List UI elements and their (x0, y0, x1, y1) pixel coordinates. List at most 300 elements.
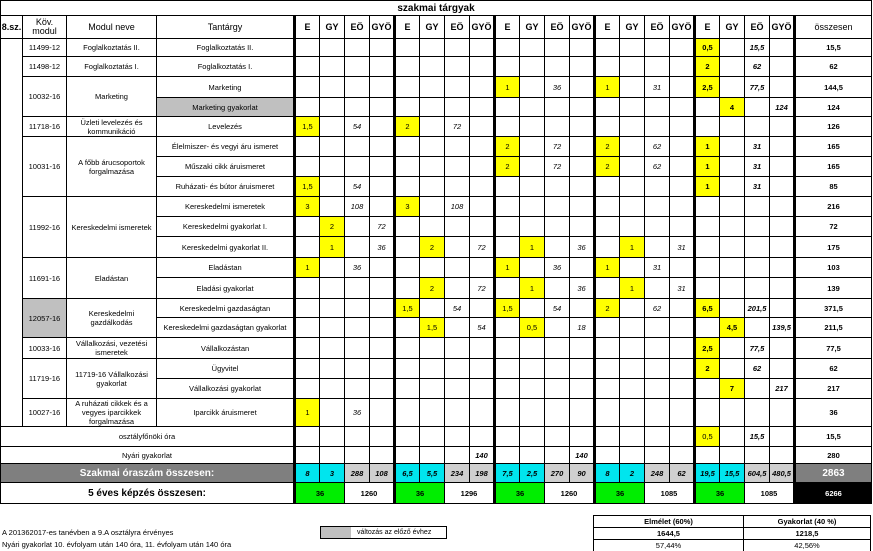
sum-gy: 3 (320, 464, 345, 483)
sum-gyo: 90 (570, 464, 595, 483)
hours-e (695, 197, 720, 217)
theory-header: Elmélet (60%) (594, 516, 744, 528)
five-year-hours: 36 (395, 483, 445, 504)
hours-gyo (770, 39, 795, 57)
hours-e (295, 237, 320, 258)
hours-gyo (770, 278, 795, 299)
hours-e (695, 217, 720, 237)
hours-gyo (770, 237, 795, 258)
hours-gy: 0,5 (520, 318, 545, 338)
hours-eo (645, 39, 670, 57)
homeroom-cell (370, 427, 395, 447)
module-code: 11718-16 (23, 117, 67, 137)
header-subject: Tantárgy (157, 16, 295, 39)
hours-eo (545, 338, 570, 359)
sum-gyo: 198 (470, 464, 495, 483)
hours-eo (445, 77, 470, 98)
summer-practice-cell (320, 447, 345, 464)
module-name: A ruházati cikkek és a vegyes iparcikkek forgalmazása (67, 399, 157, 427)
sum-e: 6,5 (395, 464, 420, 483)
hours-eo (645, 57, 670, 77)
hours-gy (520, 197, 545, 217)
hours-gyo (570, 177, 595, 197)
hours-gyo (470, 117, 495, 137)
hours-e (395, 39, 420, 57)
hours-gy (620, 258, 645, 278)
hours-eo (345, 57, 370, 77)
hours-eo (445, 98, 470, 117)
table-row (1, 137, 872, 157)
hours-e (295, 137, 320, 157)
hours-gyo: 217 (770, 379, 795, 399)
module-name: Kereskedelmi ismeretek (67, 197, 157, 258)
subject-name: Levelezés (157, 117, 295, 137)
summer-practice-label: Nyári gyakorlat (1, 447, 295, 464)
hours-gy (320, 57, 345, 77)
legend-swatch (321, 527, 351, 538)
hours-eo (745, 258, 770, 278)
hours-gy (320, 399, 345, 427)
hours-eo (545, 57, 570, 77)
hours-eo (345, 77, 370, 98)
hours-e (395, 338, 420, 359)
module-code: 10032-16 (23, 77, 67, 117)
row-total: 124 (795, 98, 872, 117)
hours-eo (545, 197, 570, 217)
row-total: 126 (795, 117, 872, 137)
hours-e (495, 399, 520, 427)
hours-gyo (370, 137, 395, 157)
summer-practice-cell (720, 447, 745, 464)
hours-gyo (370, 258, 395, 278)
hours-gyo: 72 (370, 217, 395, 237)
hours-eo (545, 117, 570, 137)
subject-name: Foglalkoztatás I. (157, 57, 295, 77)
hours-eo: 54 (445, 299, 470, 318)
hours-eo: 72 (545, 157, 570, 177)
row-total: 165 (795, 157, 872, 177)
hours-gy (720, 278, 745, 299)
table-row (1, 258, 872, 278)
hours-gyo (370, 318, 395, 338)
hours-gyo (370, 157, 395, 177)
hours-gyo: 36 (370, 237, 395, 258)
hours-gyo (770, 137, 795, 157)
header-gy: GY (520, 16, 545, 39)
summer-practice-cell (345, 447, 370, 464)
hours-e: 1,5 (395, 299, 420, 318)
hours-gyo (470, 338, 495, 359)
module-code: 11691-16 (23, 258, 67, 299)
hours-gy (420, 177, 445, 197)
hours-gy (620, 338, 645, 359)
hours-gy (720, 157, 745, 177)
hours-e (595, 217, 620, 237)
hours-e (495, 177, 520, 197)
five-year-sum: 1296 (445, 483, 495, 504)
hours-gyo (770, 399, 795, 427)
five-year-grand-total: 6266 (795, 483, 872, 504)
subject-name: Eladási gyakorlat (157, 278, 295, 299)
hours-gy (420, 299, 445, 318)
hours-gy (520, 137, 545, 157)
hours-eo: 31 (745, 177, 770, 197)
hours-e (395, 379, 420, 399)
hours-gy (320, 137, 345, 157)
hours-eo (745, 379, 770, 399)
hours-e (395, 217, 420, 237)
header-gyo: GYÖ (670, 16, 695, 39)
theory-percent: 57,44% (594, 540, 744, 551)
hours-gy (620, 137, 645, 157)
hours-gyo (470, 39, 495, 57)
hours-gyo (670, 359, 695, 379)
hours-gy (720, 237, 745, 258)
hours-gyo (570, 57, 595, 77)
hours-eo (345, 318, 370, 338)
hours-eo (545, 177, 570, 197)
hours-gyo (570, 117, 595, 137)
hours-gy (620, 177, 645, 197)
hours-eo (745, 98, 770, 117)
hours-eo: 62 (645, 157, 670, 177)
hours-e (695, 117, 720, 137)
subject-name: Kereskedelmi ismeretek (157, 197, 295, 217)
hours-gyo (670, 197, 695, 217)
hours-e (495, 98, 520, 117)
sum-eo: 604,5 (745, 464, 770, 483)
hours-gyo (670, 258, 695, 278)
table-row (1, 39, 872, 57)
homeroom-cell (620, 427, 645, 447)
hours-e (295, 338, 320, 359)
five-year-sum: 1260 (545, 483, 595, 504)
sum-e: 7,5 (495, 464, 520, 483)
hours-gyo (370, 57, 395, 77)
hours-eo: 72 (445, 117, 470, 137)
hours-eo (445, 258, 470, 278)
sum-e: 8 (295, 464, 320, 483)
hours-gy (320, 177, 345, 197)
hours-gyo (470, 217, 495, 237)
hours-e: 2 (495, 137, 520, 157)
five-year-sum: 1260 (345, 483, 395, 504)
hours-gy (420, 399, 445, 427)
hours-gyo (370, 197, 395, 217)
row-total: 175 (795, 237, 872, 258)
module-name: Foglalkoztatás I. (67, 57, 157, 77)
sum-eo: 248 (645, 464, 670, 483)
hours-eo (745, 237, 770, 258)
note-summer-practice: Nyári gyakorlat 10. évfolyam után 140 óra, 11. évfolyam után 140 óra (2, 540, 232, 549)
module-code: 11992-16 (23, 197, 67, 258)
sum-gy: 2 (620, 464, 645, 483)
hours-gyo: 124 (770, 98, 795, 117)
hours-eo (545, 98, 570, 117)
hours-e (695, 98, 720, 117)
hours-e (595, 338, 620, 359)
table-row (1, 197, 872, 217)
hours-e (695, 237, 720, 258)
hours-e (695, 278, 720, 299)
practice-percent: 42,56% (744, 540, 871, 551)
sum-gy: 5,5 (420, 464, 445, 483)
hours-gy (320, 258, 345, 278)
hours-gyo: 31 (670, 237, 695, 258)
hours-gyo (370, 98, 395, 117)
hours-gy (420, 359, 445, 379)
summer-practice-cell (395, 447, 420, 464)
hours-eo (345, 379, 370, 399)
module-name: Eladástan (67, 258, 157, 299)
row-total: 62 (795, 57, 872, 77)
hours-gy (320, 197, 345, 217)
hours-e (595, 98, 620, 117)
row-total: 165 (795, 137, 872, 157)
hours-gy (620, 157, 645, 177)
hours-gyo (670, 137, 695, 157)
hours-eo: 72 (545, 137, 570, 157)
homeroom-cell (295, 427, 320, 447)
module-name: Kereskedelmi gazdálkodás (67, 299, 157, 338)
module-code: 11499-12 (23, 39, 67, 57)
hours-gy (720, 299, 745, 318)
module-code: 10033-16 (23, 338, 67, 359)
hours-e: 2,5 (695, 77, 720, 98)
hours-gy (720, 117, 745, 137)
hours-gy (320, 39, 345, 57)
hours-gy (420, 338, 445, 359)
hours-e (295, 299, 320, 318)
hours-gyo (670, 98, 695, 117)
hours-e (295, 359, 320, 379)
hours-gyo (470, 399, 495, 427)
hours-gy: 1 (320, 237, 345, 258)
hours-e (595, 399, 620, 427)
hours-e (395, 57, 420, 77)
header-eo: EÖ (745, 16, 770, 39)
hours-eo: 36 (545, 258, 570, 278)
hours-gyo (670, 299, 695, 318)
row-total: 371,5 (795, 299, 872, 318)
hours-gyo (570, 98, 595, 117)
row-total: 77,5 (795, 338, 872, 359)
hours-eo (745, 217, 770, 237)
hours-e: 1 (595, 258, 620, 278)
hours-e (595, 177, 620, 197)
hours-eo: 108 (345, 197, 370, 217)
summer-practice-cell (670, 447, 695, 464)
hours-eo (345, 98, 370, 117)
homeroom-cell (395, 427, 420, 447)
hours-gyo (370, 338, 395, 359)
sum-eo: 270 (545, 464, 570, 483)
hours-gy (720, 57, 745, 77)
header-gy: GY (620, 16, 645, 39)
hours-gyo: 36 (570, 237, 595, 258)
header-e: E (595, 16, 620, 39)
hours-e (595, 278, 620, 299)
hours-eo: 36 (545, 77, 570, 98)
homeroom-cell (445, 427, 470, 447)
hours-gyo (770, 359, 795, 379)
hours-gy (320, 77, 345, 98)
grand-total: 2863 (795, 464, 872, 483)
hours-eo (645, 177, 670, 197)
header-eo: EÖ (445, 16, 470, 39)
hours-e (395, 157, 420, 177)
sum-gy: 15,5 (720, 464, 745, 483)
hours-gy (420, 197, 445, 217)
hours-gyo: 31 (670, 278, 695, 299)
hours-e: 1 (695, 177, 720, 197)
table-row (1, 77, 872, 98)
hours-e: 1 (595, 77, 620, 98)
hours-eo (545, 237, 570, 258)
hours-gy (320, 299, 345, 318)
hours-e (295, 57, 320, 77)
subject-name: Élelmiszer- és vegyi áru ismeret (157, 137, 295, 157)
hours-gyo (470, 57, 495, 77)
hours-gy (420, 137, 445, 157)
hours-eo (445, 39, 470, 57)
hours-gy (620, 98, 645, 117)
subject-name: Ruházati- és bútor áruismeret (157, 177, 295, 197)
table-row (1, 57, 872, 77)
hours-eo (545, 318, 570, 338)
hours-eo (445, 237, 470, 258)
homeroom-label: osztályfőnöki óra (1, 427, 295, 447)
hours-gyo (770, 117, 795, 137)
table-row (1, 338, 872, 359)
hours-gy: 1 (620, 237, 645, 258)
subject-hours-total-label: Szakmai óraszám összesen: (1, 464, 295, 483)
hours-e (395, 98, 420, 117)
hours-gy (520, 217, 545, 237)
header-e: E (395, 16, 420, 39)
hours-eo (345, 217, 370, 237)
hours-e (695, 399, 720, 427)
hours-eo: 54 (345, 177, 370, 197)
row-total: 62 (795, 359, 872, 379)
hours-gy (720, 258, 745, 278)
hours-gyo (370, 39, 395, 57)
hours-gy (520, 39, 545, 57)
homeroom-cell (670, 427, 695, 447)
hours-gyo (370, 359, 395, 379)
homeroom-cell (420, 427, 445, 447)
hours-e (395, 77, 420, 98)
subject-name: Marketing (157, 77, 295, 98)
hours-eo (645, 379, 670, 399)
hours-gyo (770, 299, 795, 318)
hours-e: 1,5 (495, 299, 520, 318)
hours-eo: 31 (745, 137, 770, 157)
hours-gyo (470, 258, 495, 278)
row-total: 211,5 (795, 318, 872, 338)
header-eo: EÖ (545, 16, 570, 39)
module-name: Üzleti levelezés és kommunikáció (67, 117, 157, 137)
hours-gyo: 18 (570, 318, 595, 338)
subject-name: Vállalkozási gyakorlat (157, 379, 295, 399)
subject-name: Eladástan (157, 258, 295, 278)
hours-gy (720, 177, 745, 197)
homeroom-cell (645, 427, 670, 447)
hours-e (495, 39, 520, 57)
hours-gy (620, 77, 645, 98)
hours-gy (720, 39, 745, 57)
table-row (1, 117, 872, 137)
hours-e (295, 379, 320, 399)
hours-gyo (570, 379, 595, 399)
hours-gy (520, 77, 545, 98)
hours-gyo (570, 39, 595, 57)
module-code: 12057-16 (23, 299, 67, 338)
hours-e (295, 318, 320, 338)
hours-e (595, 237, 620, 258)
hours-gyo: 72 (470, 237, 495, 258)
hours-gy (320, 318, 345, 338)
sum-eo: 288 (345, 464, 370, 483)
hours-eo: 201,5 (745, 299, 770, 318)
hours-gy (320, 157, 345, 177)
hours-eo (445, 157, 470, 177)
summer-practice-cell (295, 447, 320, 464)
hours-e: 1 (695, 157, 720, 177)
hours-gyo (370, 399, 395, 427)
hours-gyo (770, 57, 795, 77)
module-name: Foglalkoztatás II. (67, 39, 157, 57)
hours-gy: 1 (520, 237, 545, 258)
hours-gyo (770, 338, 795, 359)
summer-practice-cell (445, 447, 470, 464)
hours-e (295, 77, 320, 98)
header-eo: EÖ (645, 16, 670, 39)
hours-e (295, 98, 320, 117)
hours-gyo (670, 318, 695, 338)
hours-gyo (670, 399, 695, 427)
row-total: 216 (795, 197, 872, 217)
hours-eo: 54 (345, 117, 370, 137)
subject-name: Ügyvitel (157, 359, 295, 379)
hours-gyo: 72 (470, 278, 495, 299)
hours-gy (520, 338, 545, 359)
hours-eo (645, 399, 670, 427)
hours-e (395, 258, 420, 278)
homeroom-cell (495, 427, 520, 447)
hours-eo: 62 (745, 57, 770, 77)
hours-gy (520, 399, 545, 427)
hours-gyo (570, 338, 595, 359)
hours-gyo (570, 137, 595, 157)
table-row (1, 399, 872, 427)
hours-eo (445, 57, 470, 77)
hours-eo: 31 (645, 77, 670, 98)
five-year-hours: 36 (595, 483, 645, 504)
hours-eo (645, 217, 670, 237)
hours-eo: 31 (645, 258, 670, 278)
five-year-hours: 36 (495, 483, 545, 504)
homeroom-cell (545, 427, 570, 447)
row-total: 144,5 (795, 77, 872, 98)
homeroom-cell (345, 427, 370, 447)
hours-eo: 54 (545, 299, 570, 318)
header-gy: GY (320, 16, 345, 39)
header-gyo: GYÖ (770, 16, 795, 39)
header-eo: EÖ (345, 16, 370, 39)
hours-e (495, 57, 520, 77)
hours-gy: 1 (520, 278, 545, 299)
